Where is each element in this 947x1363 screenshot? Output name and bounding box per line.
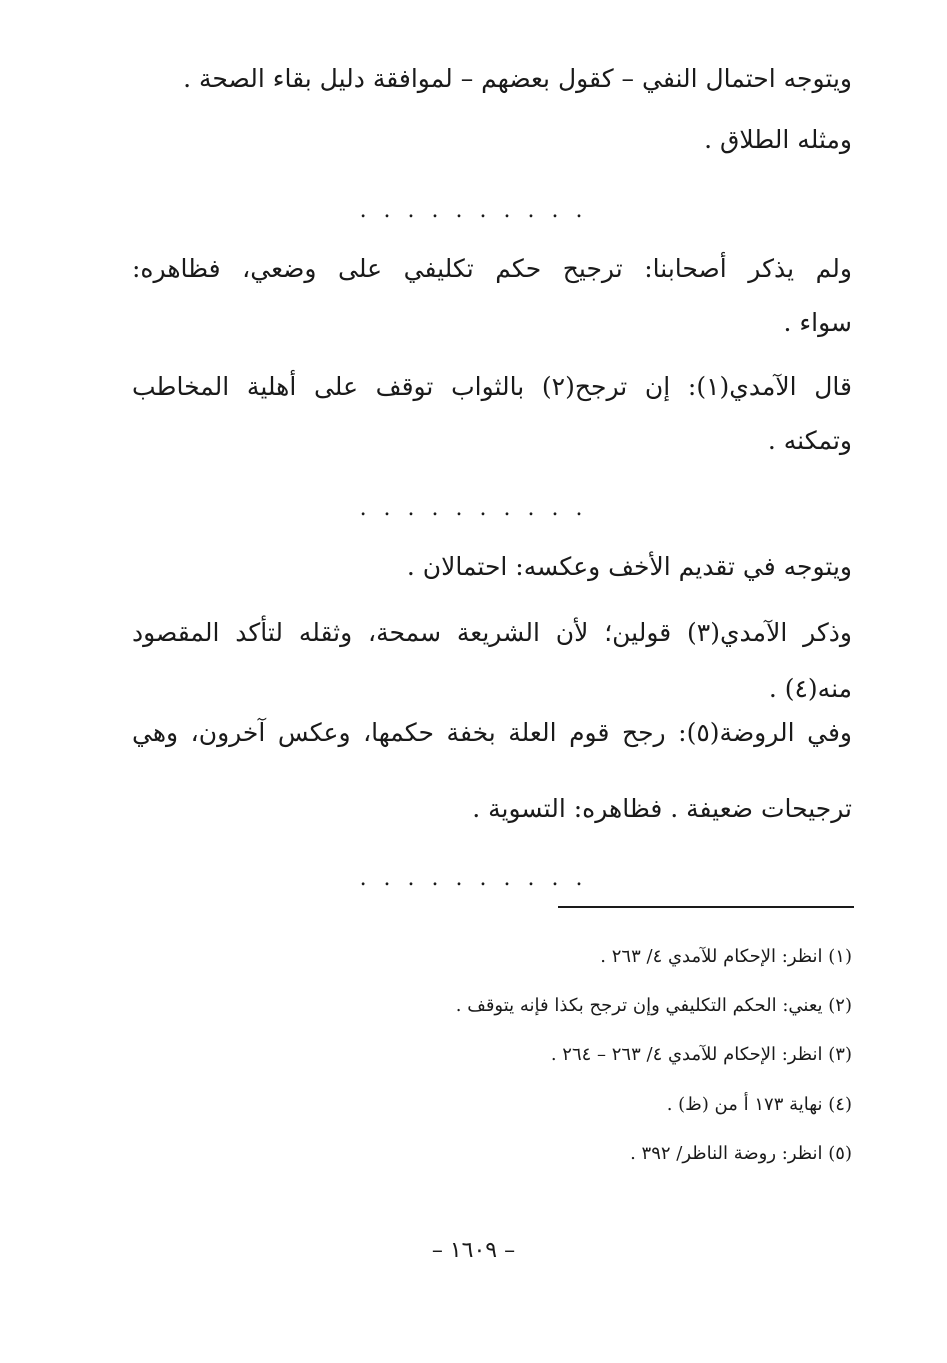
body-line: وذكر الآمدي(٣) قولين؛ لأن الشريعة سمحة، وثقله لتأكد المقصود: [132, 618, 852, 647]
footnote: (٢) يعني: الحكم التكليفي وإن ترجح بكذا فإنه يتوقف .: [455, 995, 852, 1016]
footnote: (٤) نهاية ١٧٣ أ من (ظ) .: [666, 1094, 852, 1115]
body-line: سواء .: [783, 308, 852, 337]
body-line: ويتوجه احتمال النفي – كقول بعضهم – لموافقة دليل بقاء الصحة .: [183, 64, 852, 93]
page-number: – ١٦٠٩ –: [431, 1238, 516, 1263]
section-separator: . . . . . . . . . .: [359, 198, 588, 223]
body-line: ولم يذكر أصحابنا: ترجيح حكم تكليفي على وضعي، فظاهره:: [132, 254, 852, 283]
footnote: (١) انظر: الإحكام للآمدي ٤/ ٢٦٣ .: [600, 946, 852, 967]
body-line: وفي الروضة(٥): رجح قوم العلة بخفة حكمها، وعكس آخرون، وهي: [132, 718, 852, 747]
footnote: (٥) انظر: روضة الناظر/ ٣٩٢ .: [630, 1143, 852, 1164]
section-separator: . . . . . . . . . .: [359, 496, 588, 521]
body-line: وتمكنه .: [767, 426, 852, 455]
body-line: ويتوجه في تقديم الأخف وعكسه: احتمالان .: [406, 552, 852, 581]
body-line: منه(٤) .: [768, 674, 852, 703]
section-separator: . . . . . . . . . .: [359, 866, 588, 891]
body-line: ترجيحات ضعيفة . فظاهره: التسوية .: [472, 794, 852, 823]
body-line: قال الآمدي(١): إن ترجح(٢) بالثواب توقف على أهلية المخاطب: [132, 372, 852, 401]
footnote: (٣) انظر: الإحكام للآمدي ٤/ ٢٦٣ – ٢٦٤ .: [550, 1044, 852, 1065]
body-line: ومثله الطلاق .: [704, 125, 852, 154]
footnote-divider: [558, 906, 854, 908]
